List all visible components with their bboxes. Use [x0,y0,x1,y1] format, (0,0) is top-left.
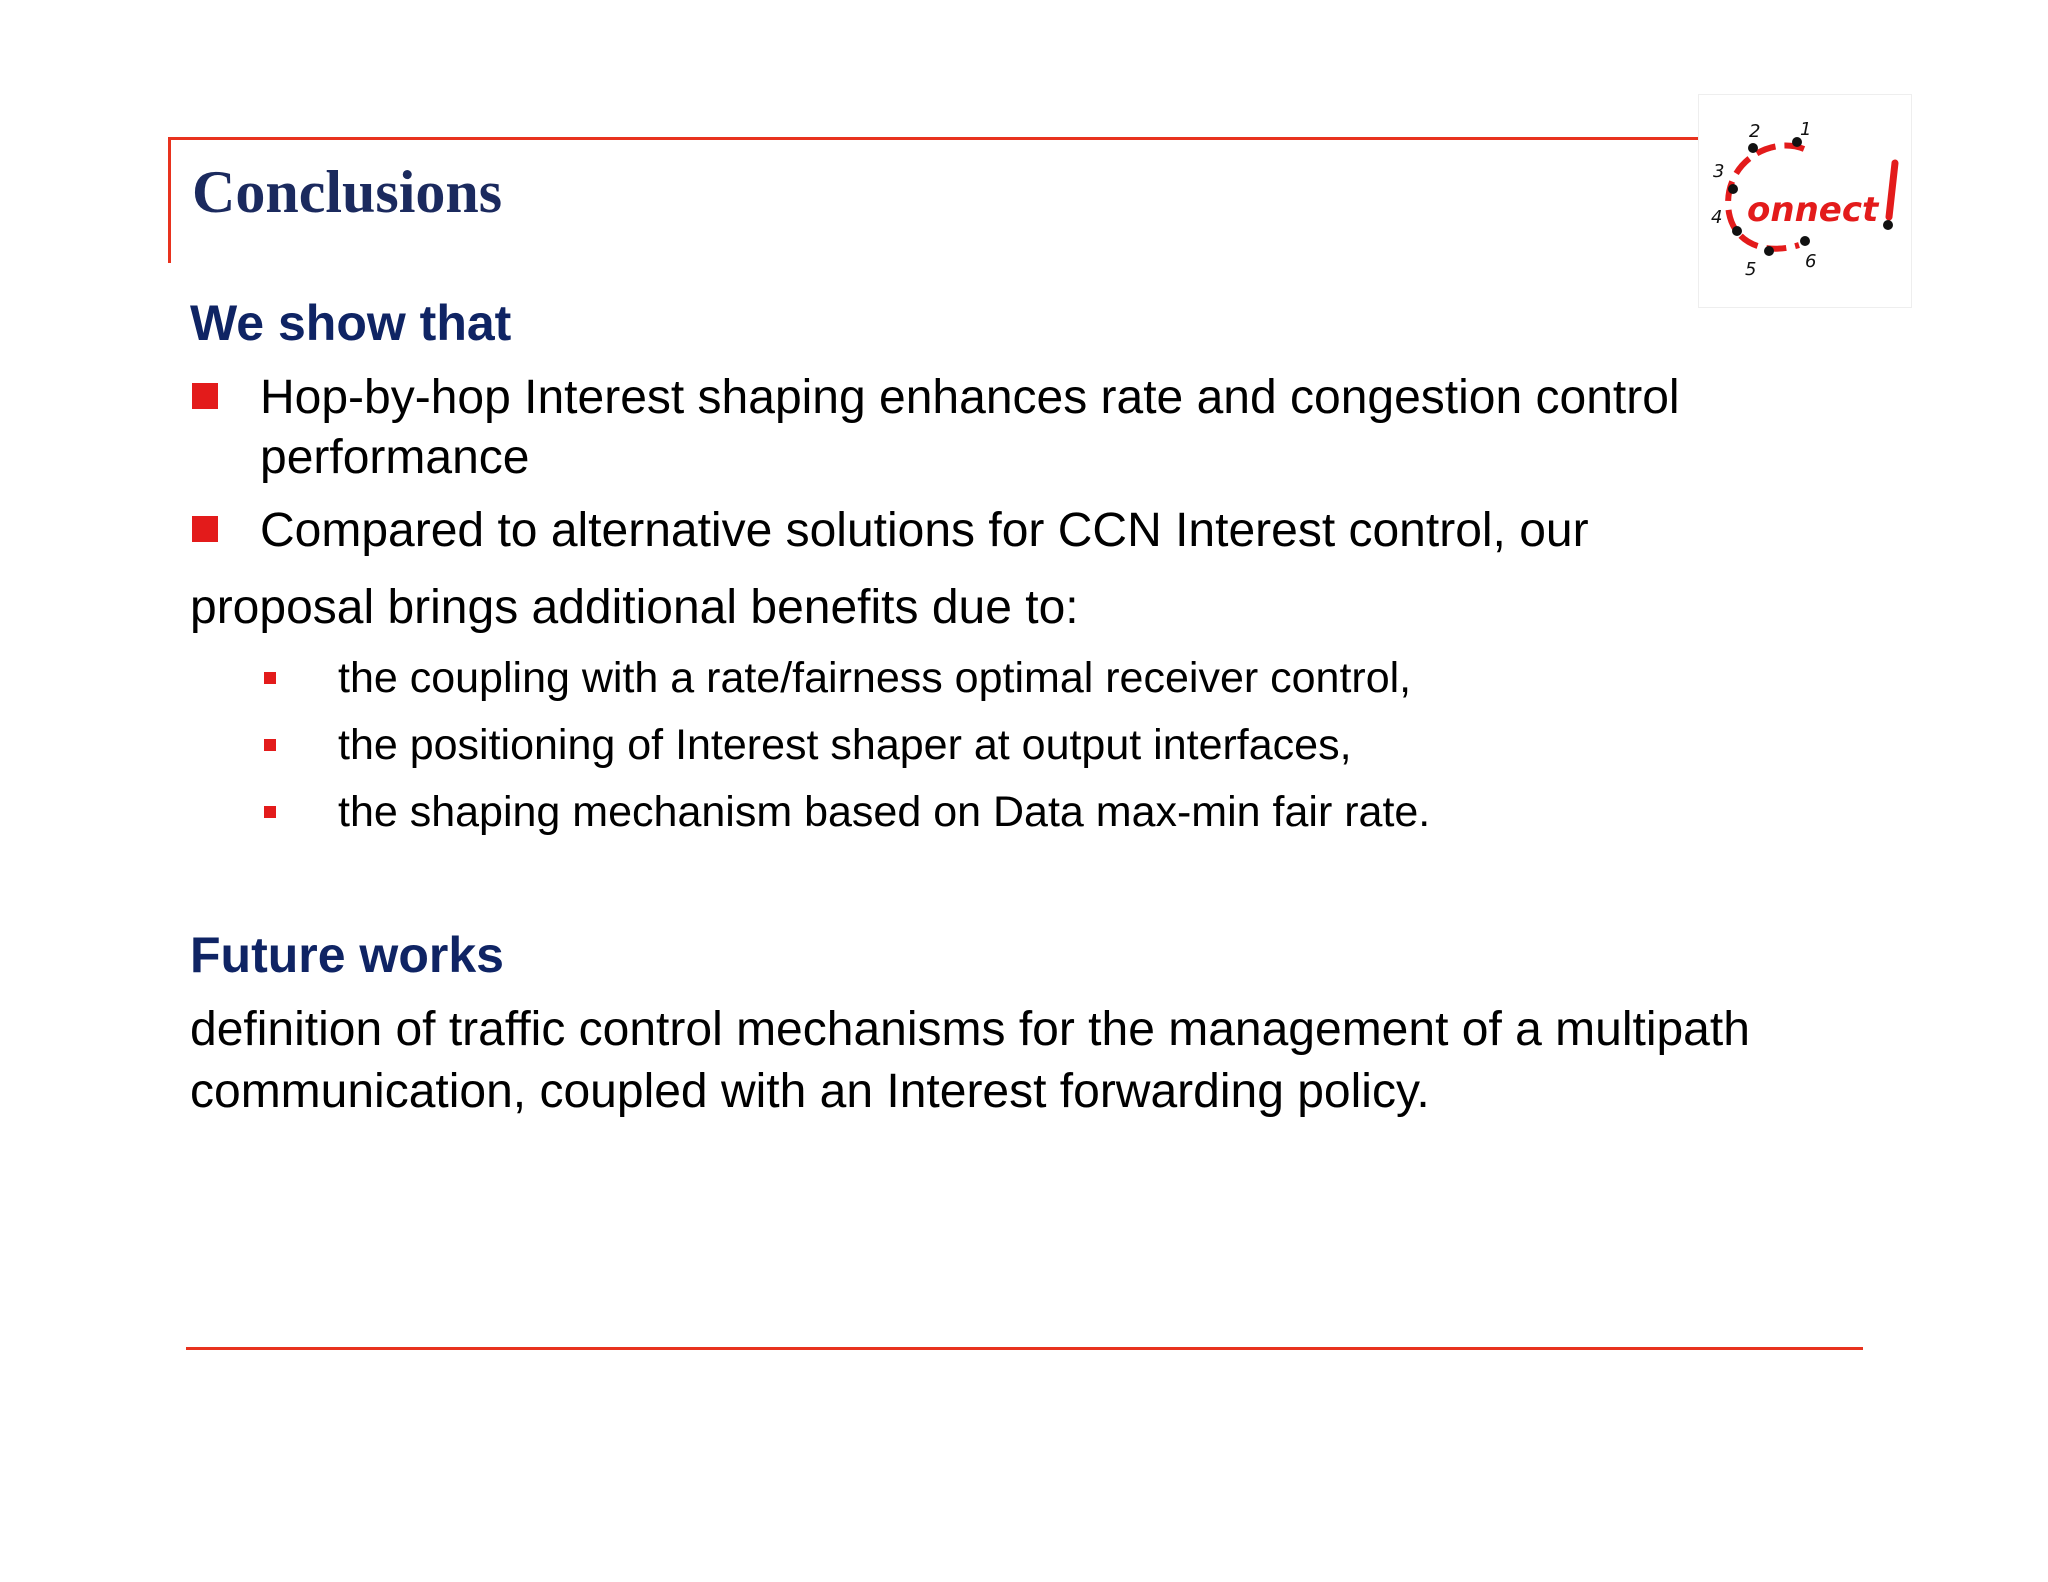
title-left-rule [168,137,171,263]
logo-number-1: 1 [1800,119,1812,140]
slide-title: Conclusions [192,159,503,225]
connect-logo-graphic [1699,95,1911,307]
logo-number-2: 2 [1749,121,1761,142]
sub-bullet-text: the coupling with a rate/fairness optimal receiver control, [338,654,1412,702]
square-bullet-icon [192,383,218,409]
logo-number-3: 3 [1713,161,1725,182]
bullet-text: Hop-by-hop Interest shaping enhances rate and congestion control performance [260,371,1680,484]
bullet-text: Compared to alternative solutions for CCN Interest control, our [260,504,1589,557]
sub-bullet-text: the positioning of Interest shaper at output interfaces, [338,721,1352,769]
future-works-line-1: definition of traffic control mechanisms for the management of a multipath [190,1003,1750,1056]
logo-wordmark: onnect [1747,190,1879,230]
logo-number-5: 5 [1745,259,1757,280]
logo-number-6: 6 [1805,251,1817,272]
square-bullet-icon [192,516,218,542]
small-square-bullet-icon [264,806,276,818]
small-square-bullet-icon [264,739,276,751]
footer-rule [186,1347,1863,1350]
title-top-rule [168,137,1698,140]
connect-logo [1698,94,1912,308]
small-square-bullet-icon [264,672,276,684]
bullet-continuation: proposal brings additional benefits due to: [190,581,1079,634]
future-works-heading: Future works [190,927,504,983]
logo-number-4: 4 [1711,207,1723,228]
we-show-that-heading: We show that [190,295,512,351]
future-works-line-2: communication, coupled with an Interest forwarding policy. [190,1065,1430,1118]
sub-bullet-text: the shaping mechanism based on Data max-min fair rate. [338,788,1431,836]
